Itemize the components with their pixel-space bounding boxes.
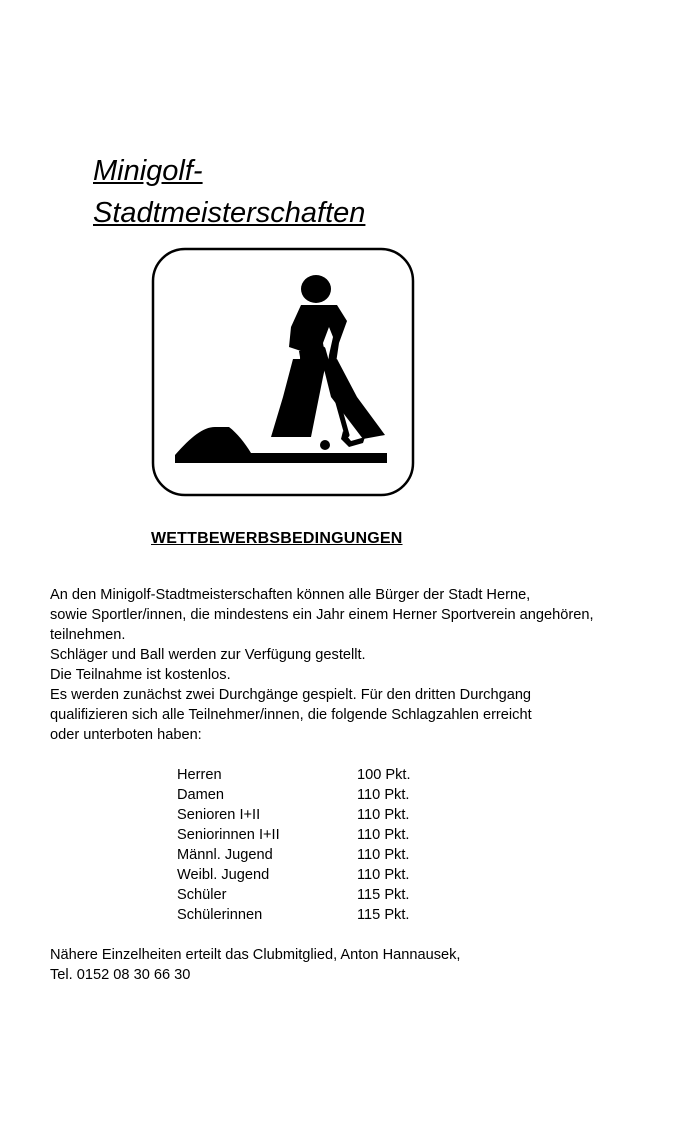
conditions-paragraph [50,585,670,745]
contact-line: Nähere Einzelheiten erteilt das Clubmitglied, Anton Hannausek, [50,947,461,963]
score-category: Herren [177,767,222,783]
paragraph-line: teilnehmen. [50,627,126,643]
score-row [177,825,457,845]
score-row [177,805,457,825]
score-category: Seniorinnen I+II [177,827,280,843]
score-value: 110 Pkt. [357,867,410,883]
phone-number: Tel. 0152 08 30 66 30 [50,967,191,983]
paragraph-line: Die Teilnahme ist kostenlos. [50,667,231,683]
score-row [177,785,457,805]
paragraph-line: Es werden zunächst zwei Durchgänge gespielt. Für den dritten Durchgang [50,687,532,703]
score-value: 110 Pkt. [357,847,410,863]
page-title [93,150,365,234]
title-line-1: Minigolf- [93,155,203,187]
paragraph-line: sowie Sportler/innen, die mindestens ein Jahr einem Herner Sportverein angehören, [50,607,594,623]
score-category: Senioren I+II [177,807,261,823]
paragraph-line: qualifizieren sich alle Teilnehmer/innen, die folgende Schlagzahlen erreicht [50,707,532,723]
score-table [177,765,457,925]
score-value: 115 Pkt. [357,907,410,923]
paragraph-line: Schläger und Ball werden zur Verfügung gestellt. [50,647,366,663]
score-row [177,885,457,905]
paragraph-line: oder unterboten haben: [50,727,202,743]
score-category: Weibl. Jugend [177,867,270,883]
score-row [177,765,457,785]
section-heading: WETTBEWERBSBEDINGUNGEN [151,530,403,547]
score-row [177,905,457,925]
score-category: Schülerinnen [177,907,263,923]
minigolf-player-icon [151,247,415,497]
score-value: 110 Pkt. [357,787,410,803]
score-row [177,865,457,885]
score-category: Damen [177,787,225,803]
score-row [177,845,457,865]
title-line-2: Stadtmeisterschaften [93,197,366,229]
score-value: 115 Pkt. [357,887,410,903]
contact-info [50,945,461,985]
score-category: Schüler [177,887,227,903]
score-value: 100 Pkt. [357,767,411,783]
score-value: 110 Pkt. [357,827,410,843]
paragraph-line: An den Minigolf-Stadtmeisterschaften können alle Bürger der Stadt Herne, [50,587,531,603]
score-value: 110 Pkt. [357,807,410,823]
score-category: Männl. Jugend [177,847,273,863]
